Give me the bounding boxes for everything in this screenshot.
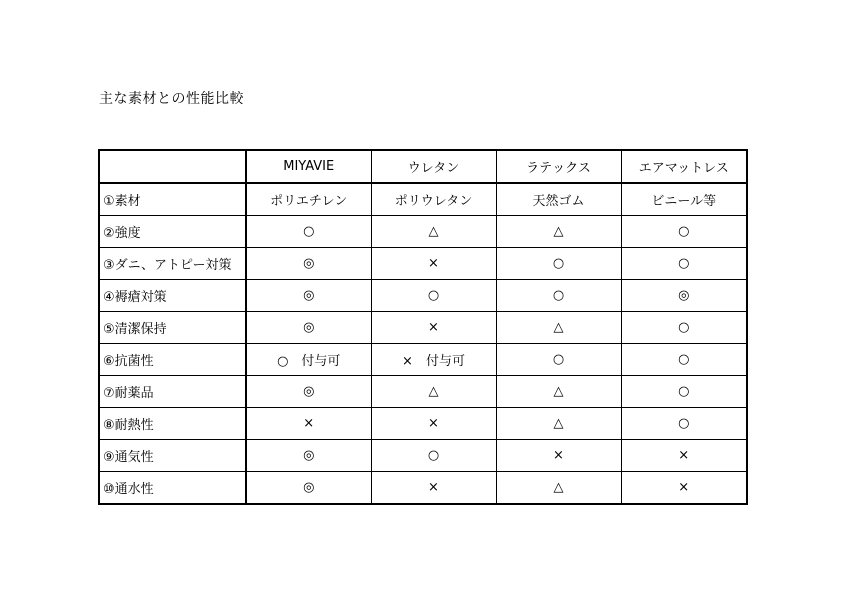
table-cell: × (371, 472, 496, 505)
comparison-table (98, 149, 748, 505)
table-header-row (99, 150, 747, 183)
table-cell: ○ (496, 344, 621, 376)
header-cell-urethane: ウレタン (371, 150, 496, 183)
table-cell: ○ (496, 248, 621, 280)
table-cell: △ (371, 376, 496, 408)
table-cell: ◎ (246, 312, 371, 344)
row-label: ⑦耐薬品 (99, 376, 246, 408)
table-cell: × (371, 248, 496, 280)
table-row (99, 183, 747, 216)
table-cell: ポリエチレン (246, 183, 371, 216)
table-cell: ○ 付与可 (246, 344, 371, 376)
row-label: ⑩通水性 (99, 472, 246, 505)
table-cell: ○ (371, 440, 496, 472)
table-cell: 天然ゴム (496, 183, 621, 216)
table-cell: × (246, 408, 371, 440)
table-cell: × (496, 440, 621, 472)
document-title: 主な素材との性能比較 (99, 91, 244, 107)
table-cell: × 付与可 (371, 344, 496, 376)
table-row (99, 280, 747, 312)
row-label: ⑧耐熱性 (99, 408, 246, 440)
table-cell: ◎ (246, 248, 371, 280)
table-cell: ○ (371, 280, 496, 312)
table-cell: ◎ (246, 280, 371, 312)
row-label: ②強度 (99, 216, 246, 248)
row-label: ⑥抗菌性 (99, 344, 246, 376)
table-cell: ポリウレタン (371, 183, 496, 216)
row-label: ⑨通気性 (99, 440, 246, 472)
table-cell: ◎ (246, 472, 371, 505)
table-row (99, 472, 747, 505)
table-cell: △ (496, 472, 621, 505)
table-cell: ○ (621, 312, 747, 344)
table-cell: × (371, 408, 496, 440)
table-cell: △ (496, 216, 621, 248)
table-row (99, 408, 747, 440)
header-cell-latex: ラテックス (496, 150, 621, 183)
table-cell: ◎ (246, 440, 371, 472)
table-cell: ビニール等 (621, 183, 747, 216)
table-cell: ○ (496, 280, 621, 312)
table-cell: △ (496, 408, 621, 440)
table-row (99, 376, 747, 408)
header-cell-corner (99, 150, 246, 183)
table-cell: ○ (621, 376, 747, 408)
row-label: ③ダニ、アトピー対策 (99, 248, 246, 280)
table-cell: ○ (621, 216, 747, 248)
table-row (99, 344, 747, 376)
table-row (99, 312, 747, 344)
table-row (99, 440, 747, 472)
table-cell: ◎ (621, 280, 747, 312)
table-cell: △ (496, 376, 621, 408)
table-cell: ◎ (246, 376, 371, 408)
row-label: ⑤清潔保持 (99, 312, 246, 344)
table-cell: ○ (621, 408, 747, 440)
table-cell: ○ (621, 248, 747, 280)
table-row (99, 216, 747, 248)
table-cell: △ (496, 312, 621, 344)
header-cell-air-mattress: エアマットレス (621, 150, 747, 183)
header-cell-miyavie: MIYAVIE (246, 150, 371, 183)
table-cell: ○ (246, 216, 371, 248)
table-cell: ○ (621, 344, 747, 376)
table-cell: × (621, 440, 747, 472)
table-cell: × (621, 472, 747, 505)
table-cell: △ (371, 216, 496, 248)
row-label: ④褥瘡対策 (99, 280, 246, 312)
table-row (99, 248, 747, 280)
table-cell: × (371, 312, 496, 344)
row-label: ①素材 (99, 183, 246, 216)
